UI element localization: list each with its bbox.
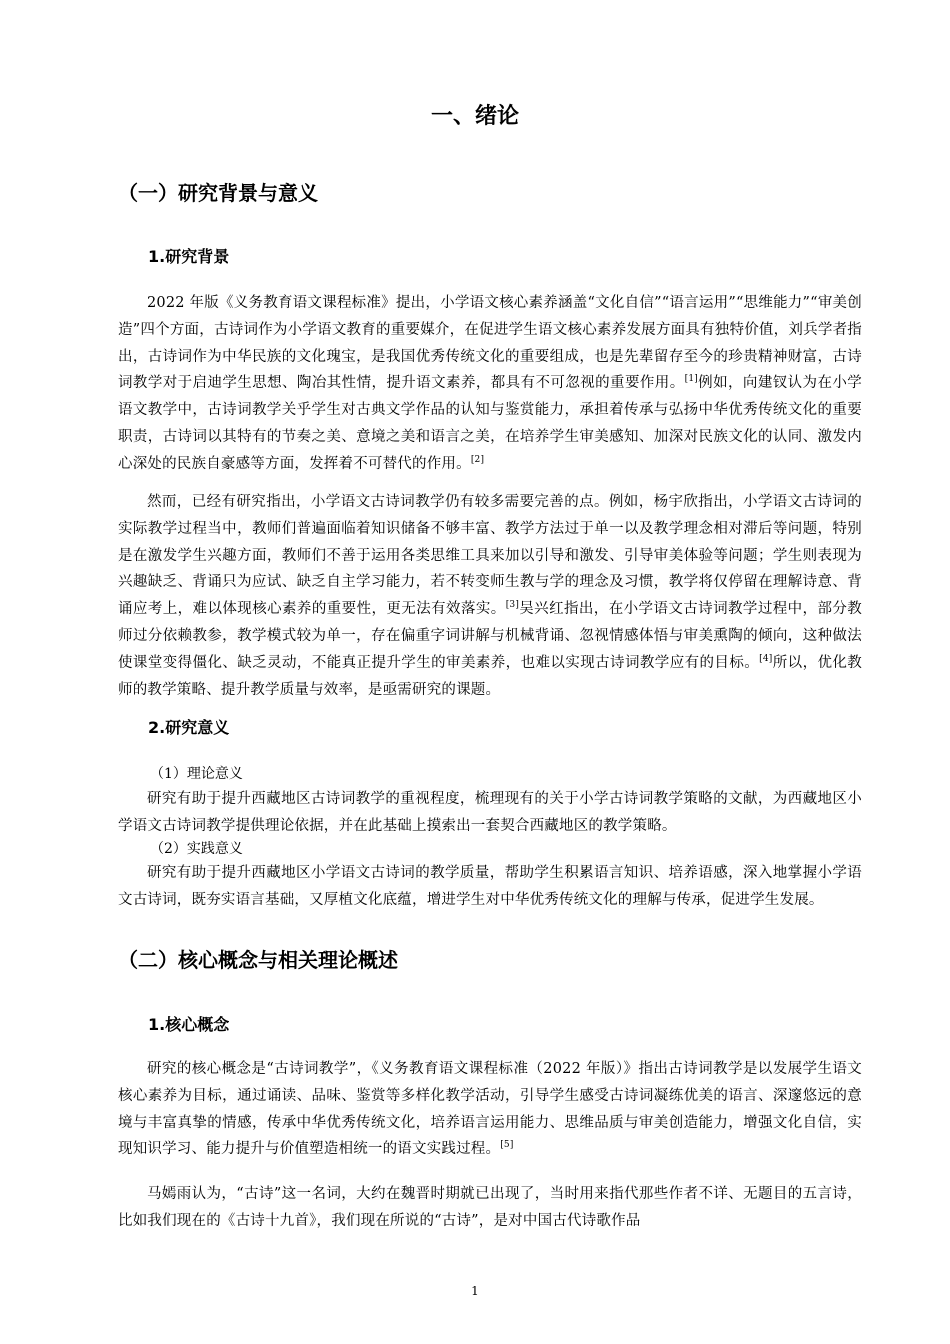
paragraph-core-concept-1 bbox=[118, 1056, 862, 1163]
subsection-heading-significance: 2.研究意义 bbox=[148, 718, 230, 737]
paragraph-text: 然而，已经有研究指出，小学语文古诗词教学仍有较多需要完善的点。例如，杨宇欣指出，小学语文古诗词的实际教学过程当中，教师们普遍面临着知识储备不够丰富、教学方法过于单一以及教学理念相对滞后等问题，特别是在激发学生兴趣方面，教师们不善于运用各类思维工具来加以引导和激发、引导审美体验等问题；学生则表现为兴趣缺乏、背诵只为应试、缺乏自主学习能力，若不转变师生教与学的理念及习惯，教学将仅停留在理解诗意、背诵应考上，难以体现核心素养的重要性，更无法有效落实。 bbox=[118, 494, 862, 618]
subsection-heading-core-concept: 1.核心概念 bbox=[148, 1015, 230, 1034]
citation-ref: [3] bbox=[505, 600, 520, 611]
citation-ref: [4] bbox=[759, 653, 773, 664]
paragraph-text: 所以，优化教师的教学策略、提升教学质量与效率，是亟需研究的课题。 bbox=[118, 654, 862, 698]
paragraph-text: 2022 年版《义务教育语文课程标准》提出，小学语文核心素养涵盖“文化自信”“语言运用”“思维能力”“审美创造”四个方面，古诗词作为小学语文教育的重要媒介，在促进学生语文核心素养发展方面具有独特价值，刘兵学者指出，古诗词作为中华民族的文化瑰宝，是我国优秀传统文化的重要组成，也是先辈留存至今的珍贵精神财富，古诗词教学对于启迪学生思想、陶冶其性情，提升语文素养，都具有不可忽视的重要作用。 bbox=[118, 295, 862, 392]
citation-ref: [2] bbox=[470, 454, 485, 465]
chapter-title: 一、绪论 bbox=[430, 104, 519, 129]
paragraph-text: 例如，向建钗认为在小学语文教学中，古诗词教学关乎学生对古典文学作品的认知与鉴赏能力，承担着传承与弘扬中华优秀传统文化的重要职责，古诗词以其特有的节奏之美、意境之美和语言之美，在培养学生审美感知、加深对民族文化的认同、激发内心深处的民族自豪感等方面，发挥着不可替代的作用。 bbox=[118, 375, 862, 472]
practice-significance-text: 研究有助于提升西藏地区小学语文古诗词的教学质量，帮助学生积累语言知识、培养语感，深入地掌握小学语文古诗词，既夯实语言基础，又厚植文化底蕴，增进学生对中华优秀传统文化的理解与传承，促进学生发展。 bbox=[118, 865, 862, 908]
subsection-heading-background: 1.研究背景 bbox=[148, 247, 230, 266]
practice-significance-label: （2）实践意义 bbox=[150, 841, 243, 857]
citation-ref: [5] bbox=[500, 1140, 514, 1151]
theory-significance-label: （1）理论意义 bbox=[150, 766, 243, 782]
section-heading-background: （一）研究背景与意义 bbox=[118, 181, 318, 205]
paragraph-core-concept-2: 马嫣雨认为，“古诗”这一名词，大约在魏晋时期就已出现了，当时用来指代那些作者不详、无题目的五言诗，比如我们现在的《古诗十九首》，我们现在所说的“古诗”，是对中国古代诗歌作品 bbox=[118, 1186, 862, 1229]
citation-ref: [1] bbox=[684, 374, 698, 385]
page-number: 1 bbox=[471, 1284, 479, 1298]
paragraph-background-2 bbox=[118, 489, 862, 703]
theory-significance-text: 研究有助于提升西藏地区古诗词教学的重视程度，梳理现有的关于小学古诗词教学策略的文献，为西藏地区小学语文古诗词教学提供理论依据，并在此基础上摸索出一套契合西藏地区的教学策略。 bbox=[118, 791, 862, 834]
section-heading-concepts: （二）核心概念与相关理论概述 bbox=[118, 948, 398, 972]
paragraph-text: 吴兴红指出，在小学语文古诗词教学过程中，部分教师过分依赖教参，教学模式较为单一，存在偏重字词讲解与机械背诵、忽视情感体悟与审美熏陶的倾向，这种做法使课堂变得僵化、缺乏灵动，不能真正提升学生的审美素养，也难以实现古诗词教学应有的目标。 bbox=[118, 601, 862, 671]
paragraph-background-1 bbox=[118, 290, 862, 478]
paragraph-text: 研究的核心概念是“古诗词教学”，《义务教育语文课程标准（2022 年版）》指出古诗词教学是以发展学生语文核心素养为目标，通过诵读、品味、鉴赏等多样化教学活动，引导学生感受古诗词凝练优美的语言、深邃悠远的意境与丰富真挚的情感，传承中华优秀传统文化，培养语言运用能力、思维品质与审美创造能力，增强文化自信，实现知识学习、能力提升与价值塑造相统一的语文实践过程。 bbox=[118, 1061, 862, 1158]
